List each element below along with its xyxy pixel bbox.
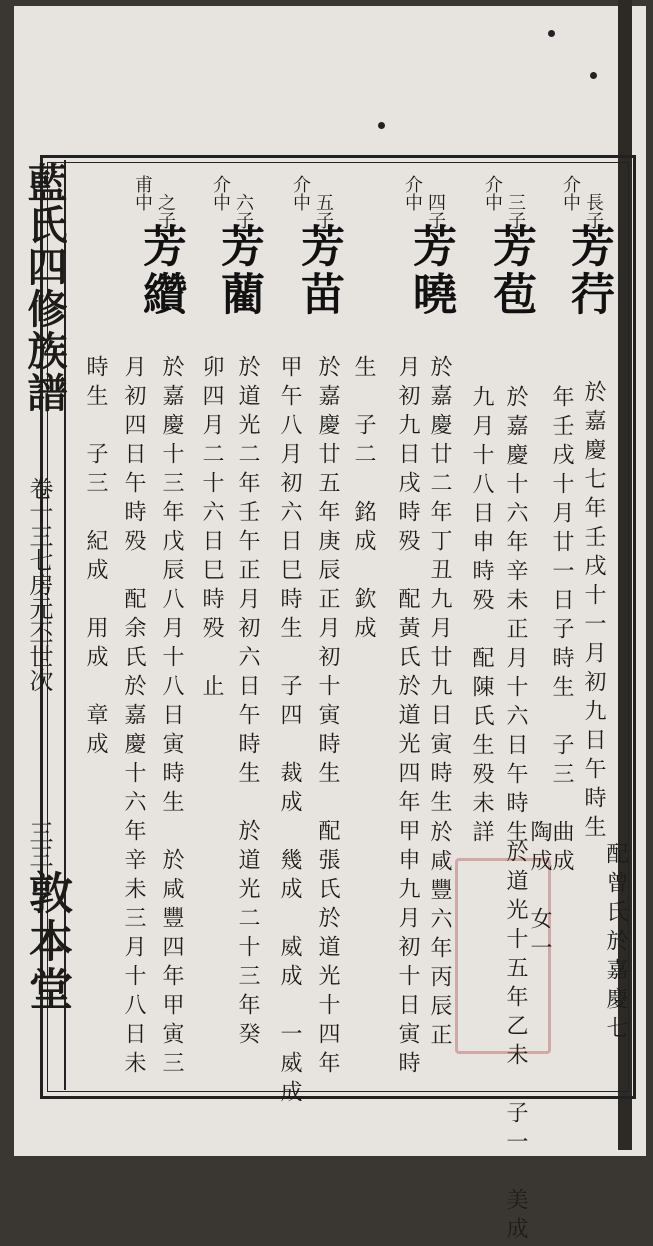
entry-rank: 之子 xyxy=(155,193,176,229)
entry-line: 於嘉慶十三年戊辰八月十八日寅時生 於咸豐四年甲寅三 xyxy=(159,355,184,1080)
hall-name: 敦本堂 xyxy=(21,870,72,1014)
entry-line: 於嘉慶廿二年丁丑九月廿九日寅時生 xyxy=(427,355,452,819)
entry-line: 於嘉慶廿五年庚辰正月初十寅時生 配張氏於道光十四年 xyxy=(315,355,340,1080)
entry-name: 芳苞 xyxy=(485,223,536,319)
entry-tag: 介中 xyxy=(402,175,423,211)
entry-rank: 長子 xyxy=(583,193,604,229)
entry-line: 於嘉慶七年壬戌十一月初九日午時生 xyxy=(581,380,606,844)
generation-label: 七房元丕世次 xyxy=(25,548,53,692)
entry-line: 甲午八月初六日巳時生 子四 裁成 幾成 威成 一威成 xyxy=(277,355,302,1109)
entry-tag: 甫中 xyxy=(132,175,153,211)
entry-line: 於道光十五年乙未 子一 美成 xyxy=(503,840,528,1246)
entry-line: 於道光二年壬午正月初六日午時生 於道光二十三年癸 xyxy=(235,355,260,1051)
entry-rank: 六子 xyxy=(233,193,254,229)
entry-name: 芳藺 xyxy=(213,223,264,319)
entry-line: 卯四月二十六日巳時殁 止 xyxy=(199,355,224,703)
entry-line: 於嘉慶十六年辛未正月十六日午時生 xyxy=(503,385,528,849)
leaf-number: 三三 xyxy=(25,820,53,868)
entry-line: 於咸豐六年丙辰正 xyxy=(427,820,452,1052)
entry-tag: 介中 xyxy=(560,175,581,211)
entry-line: 九月十八日申時殁 配陳氏生殁未詳 xyxy=(469,385,494,849)
entry-line: 時生 子三 紀成 用成 章成 xyxy=(83,355,108,761)
entry-name: 芳荇 xyxy=(563,223,614,319)
entry-name: 芳苗 xyxy=(293,223,344,319)
entry-tag: 介中 xyxy=(210,175,231,211)
genealogy-title: 藍氏四修族譜 xyxy=(21,162,68,414)
entry-name: 芳曉 xyxy=(405,223,456,319)
entry-line: 陶成 女一 xyxy=(527,820,552,965)
ink-spot xyxy=(590,72,597,79)
entry-rank: 三子 xyxy=(505,193,526,229)
volume-label: 卷十三 xyxy=(25,476,53,548)
entry-name: 芳纘 xyxy=(135,223,186,319)
entry-rank: 五子 xyxy=(313,193,334,229)
entry-line: 月初四日午時殁 配余氏於嘉慶十六年辛未三月十八日未 xyxy=(121,355,146,1080)
entry-tag: 介中 xyxy=(482,175,503,211)
entry-line: 年壬戌十月廿一日子時生 子三 曲成 xyxy=(549,385,574,878)
entry-line: 月初九日戌時殁 配黃氏於道光四年甲申九月初十日寅時 xyxy=(395,355,420,1080)
ink-spot xyxy=(548,30,555,37)
entry-line: 生 子二 銘成 欽成 xyxy=(351,355,376,645)
entry-rank: 四子 xyxy=(425,193,446,229)
ink-spot xyxy=(378,122,385,129)
entry-tag: 介中 xyxy=(290,175,311,211)
entry-line: 配曾氏於嘉慶七 xyxy=(603,842,628,1045)
